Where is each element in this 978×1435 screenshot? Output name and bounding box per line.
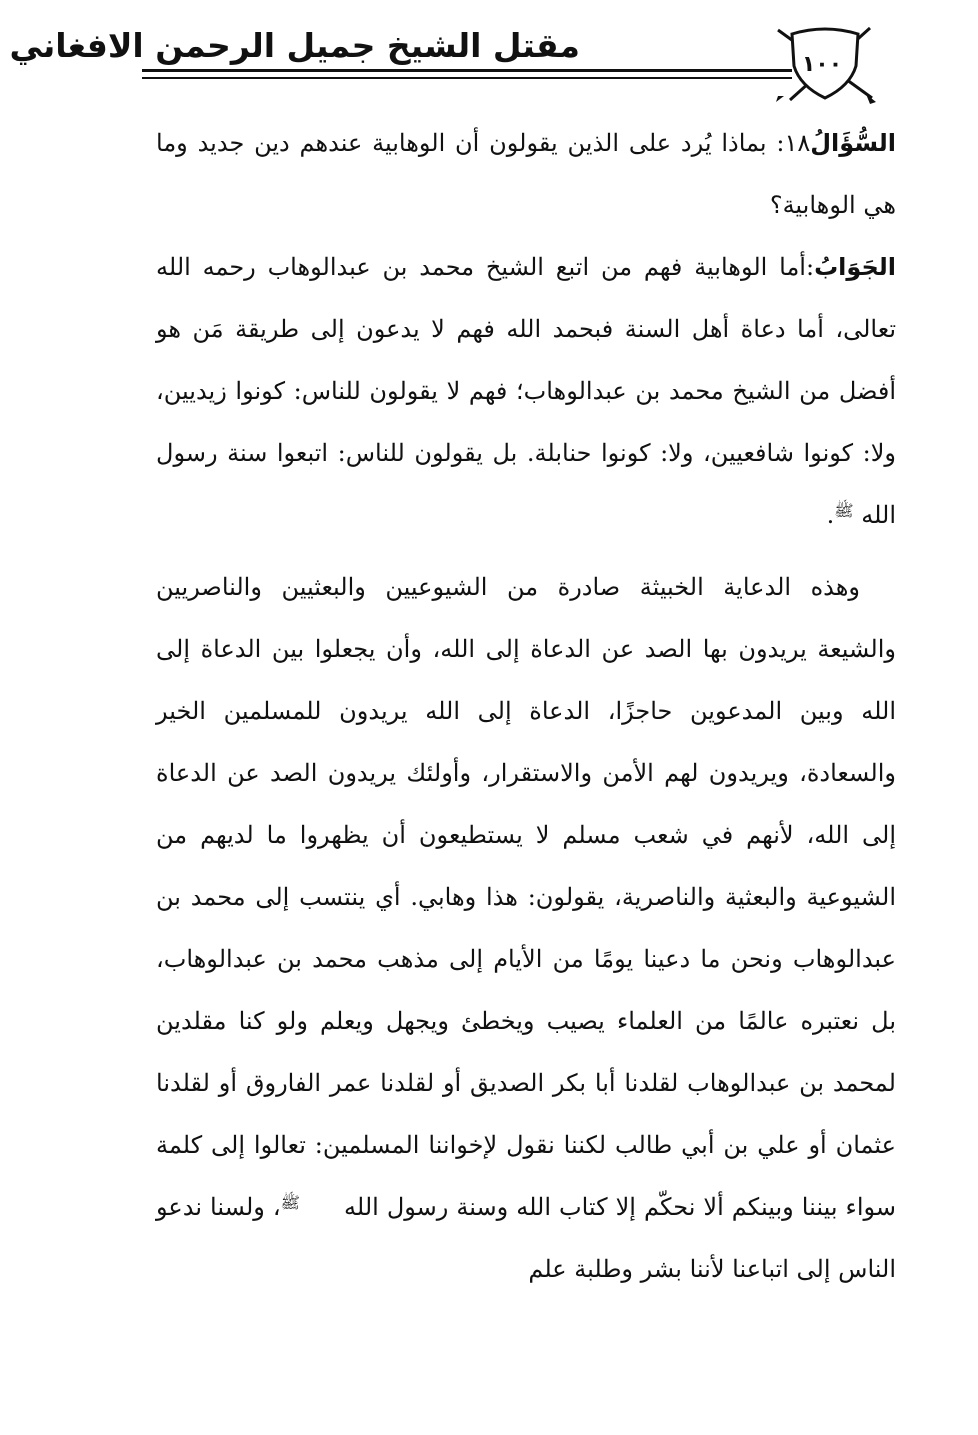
page-number: ١٠٠: [801, 52, 843, 77]
book-title: مقتل الشيخ جميل الرحمن الافغاني: [9, 26, 580, 65]
salawat-glyph: ﷺ: [834, 500, 854, 520]
answer-label: الجَوَابُ: [814, 253, 896, 281]
document-body: [156, 112, 896, 1300]
answer-text-end: .: [826, 501, 835, 529]
salawat-glyph: ﷺ: [280, 1192, 300, 1212]
page-header: [9, 12, 910, 107]
question-label: السُّؤَالُ: [810, 129, 896, 157]
answer-text: :أما الوهابية فهم من اتبع الشيخ محمد بن عبدالوهاب رحمه الله تعالى، أما دعاة أهل السنة فبحمد الله فهم لا يدعون إلى طريقة مَن هو أفضل من الشيخ محمد بن عبدالوهاب؛ فهم لا يقولون للناس: كونوا زيديين، ولا: كونوا شافعيين، ولا: كونوا حنابلة. بل يقولون للناس: اتبعوا سنة رسول الله: [156, 253, 896, 529]
question-paragraph: [156, 112, 896, 236]
question-number: ١٨: [784, 129, 811, 157]
question-text: : بماذا يُرد على الذين يقولون أن الوهابية عندهم دين جديد وما هي الوهابية؟: [156, 129, 896, 219]
body-paragraph: [156, 556, 896, 1300]
answer-paragraph: [156, 236, 896, 546]
header-rule-bottom: [142, 77, 792, 79]
body-text-main: وهذه الدعاية الخبيثة صادرة من الشيوعيين والبعثيين والناصريين والشيعة يريدون بها الصد عن الدعاة إلى الله، وأن يجعلوا بين الدعاة إلى الله وبين المدعوين حاجزًا، الدعاة إلى الله يريدون للمسلمين الخير والسعادة، ويريدون لهم الأمن والاستقرار، وأولئك يريدون الصد عن الدعاة إلى الله، لأنهم في شعب مسلم لا يستطيعون أن يظهروا ما لديهم من الشيوعية والبعثية والناصرية، يقولون: هذا وهابي. أي ينتسب إلى محمد بن عبدالوهاب ونحن ما دعينا يومًا من الأيام إلى مذهب محمد بن عبدالوهاب، بل نعتبره عالمًا من العلماء يصيب ويخطئ ويجهل ويعلم ولو كنا مقلدين لمحمد بن عبدالوهاب لقلدنا أبا بكر الصديق أو لقلدنا عمر الفاروق أو لقلدنا عثمان أو علي بن أبي طالب لكننا نقول لإخواننا المسلمين: تعالوا إلى كلمة سواء بيننا وبينكم ألا نحكّم إلا كتاب الله وسنة رسول الله: [156, 573, 897, 1221]
header-rule-top: [142, 69, 792, 72]
body-text-tail: ، ولسنا ندعو الناس إلى اتباعنا لأننا بشر وطلبة علم: [156, 1193, 896, 1283]
